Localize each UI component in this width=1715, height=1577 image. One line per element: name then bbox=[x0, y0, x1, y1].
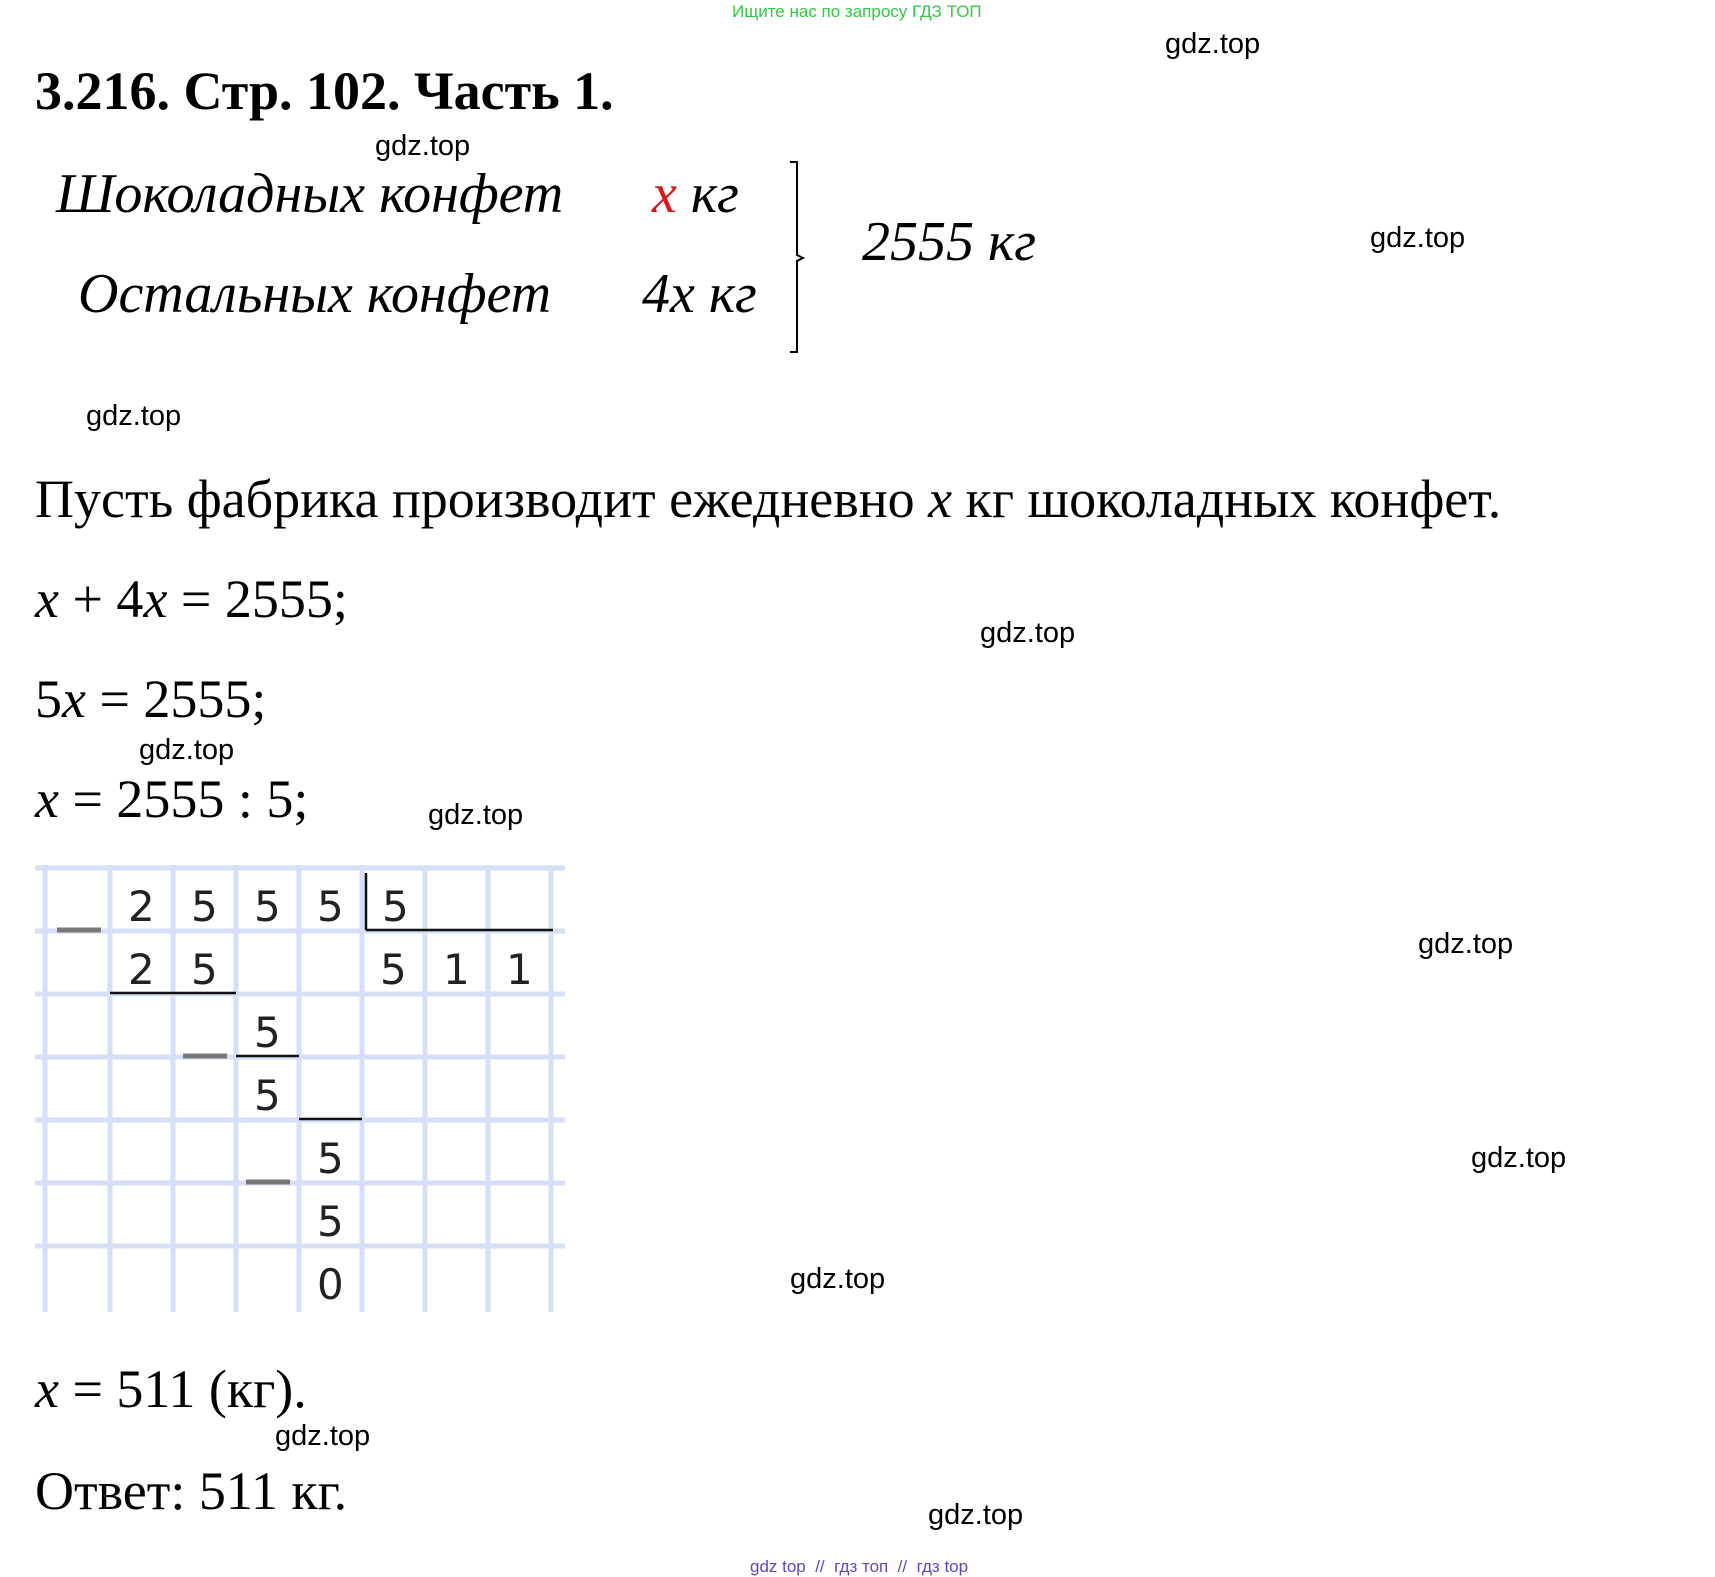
divisor-digit: 5 bbox=[382, 882, 409, 931]
page-title: 3.216. Стр. 102. Часть 1. bbox=[35, 61, 614, 121]
intro-before: Пусть фабрика производит ежедневно bbox=[35, 469, 929, 529]
scheme-total: 2555 кг bbox=[862, 211, 1037, 273]
subtrahend-digit: 5 bbox=[317, 1197, 344, 1246]
final-remainder: 0 bbox=[317, 1260, 344, 1309]
watermark: gdz.top bbox=[1165, 28, 1261, 60]
eq2-coef: 5 bbox=[35, 669, 62, 729]
quotient-digit: 1 bbox=[443, 945, 470, 994]
eq2-x: x bbox=[62, 669, 86, 729]
dividend-digit: 5 bbox=[317, 882, 344, 931]
result-line bbox=[35, 1358, 307, 1420]
watermark: gdz.top bbox=[790, 1263, 886, 1295]
answer-line: Ответ: 511 кг. bbox=[35, 1461, 348, 1521]
scheme-row1-unit: кг bbox=[690, 163, 739, 225]
equation-2 bbox=[35, 668, 266, 730]
eq3-rest: = 2555 : 5; bbox=[58, 769, 309, 829]
eq3-x: x bbox=[35, 769, 59, 829]
dividend-digit: 5 bbox=[191, 882, 218, 931]
subtrahend-digit: 2 bbox=[128, 945, 155, 994]
scheme-row2-value: 4x кг bbox=[642, 263, 757, 325]
watermark: gdz.top bbox=[275, 1420, 371, 1452]
result-rest: = 511 (кг). bbox=[58, 1359, 307, 1419]
division-grid bbox=[35, 865, 570, 1315]
equation-1 bbox=[35, 568, 348, 630]
scheme-row2-label: Остальных конфет bbox=[78, 263, 552, 325]
remainder-digit: 5 bbox=[254, 1008, 281, 1057]
subtrahend-digit: 5 bbox=[191, 945, 218, 994]
scheme-row1-label: Шоколадных конфет bbox=[56, 163, 564, 225]
quotient-digit: 5 bbox=[380, 945, 407, 994]
eq1-rest: = 2555; bbox=[167, 569, 348, 629]
eq1-x: x bbox=[35, 569, 59, 629]
remainder-digit: 5 bbox=[317, 1134, 344, 1183]
intro-text bbox=[35, 468, 1501, 530]
result-x: x bbox=[35, 1359, 59, 1419]
subtrahend-digit: 5 bbox=[254, 1071, 281, 1120]
scheme-row1-var: x bbox=[652, 163, 677, 225]
watermark: gdz.top bbox=[928, 1499, 1024, 1531]
eq2-rest: = 2555; bbox=[85, 669, 267, 729]
watermark: gdz.top bbox=[428, 799, 524, 831]
watermark: gdz.top bbox=[375, 130, 471, 162]
watermark: gdz.top bbox=[86, 400, 182, 432]
watermark: gdz.top bbox=[139, 734, 235, 766]
watermark: gdz.top bbox=[980, 617, 1076, 649]
intro-var: x bbox=[928, 469, 953, 529]
watermark: gdz.top bbox=[1418, 928, 1514, 960]
watermark: gdz.top bbox=[1471, 1142, 1567, 1174]
dividend-digit: 5 bbox=[254, 882, 281, 931]
top-banner: Ищите нас по запросу ГДЗ ТОП bbox=[732, 2, 982, 21]
intro-after: кг шоколадных конфет. bbox=[952, 469, 1502, 529]
eq1-x2: x bbox=[143, 569, 168, 629]
brace bbox=[785, 160, 815, 355]
bottom-banner: gdz top // гдз топ // гдз top bbox=[750, 1557, 969, 1576]
eq1-part: + 4 bbox=[58, 569, 144, 629]
dividend-digit: 2 bbox=[128, 882, 155, 931]
quotient-digit: 1 bbox=[506, 945, 533, 994]
watermark: gdz.top bbox=[1370, 222, 1466, 254]
scheme-row1-value bbox=[652, 162, 739, 226]
equation-3 bbox=[35, 768, 308, 830]
